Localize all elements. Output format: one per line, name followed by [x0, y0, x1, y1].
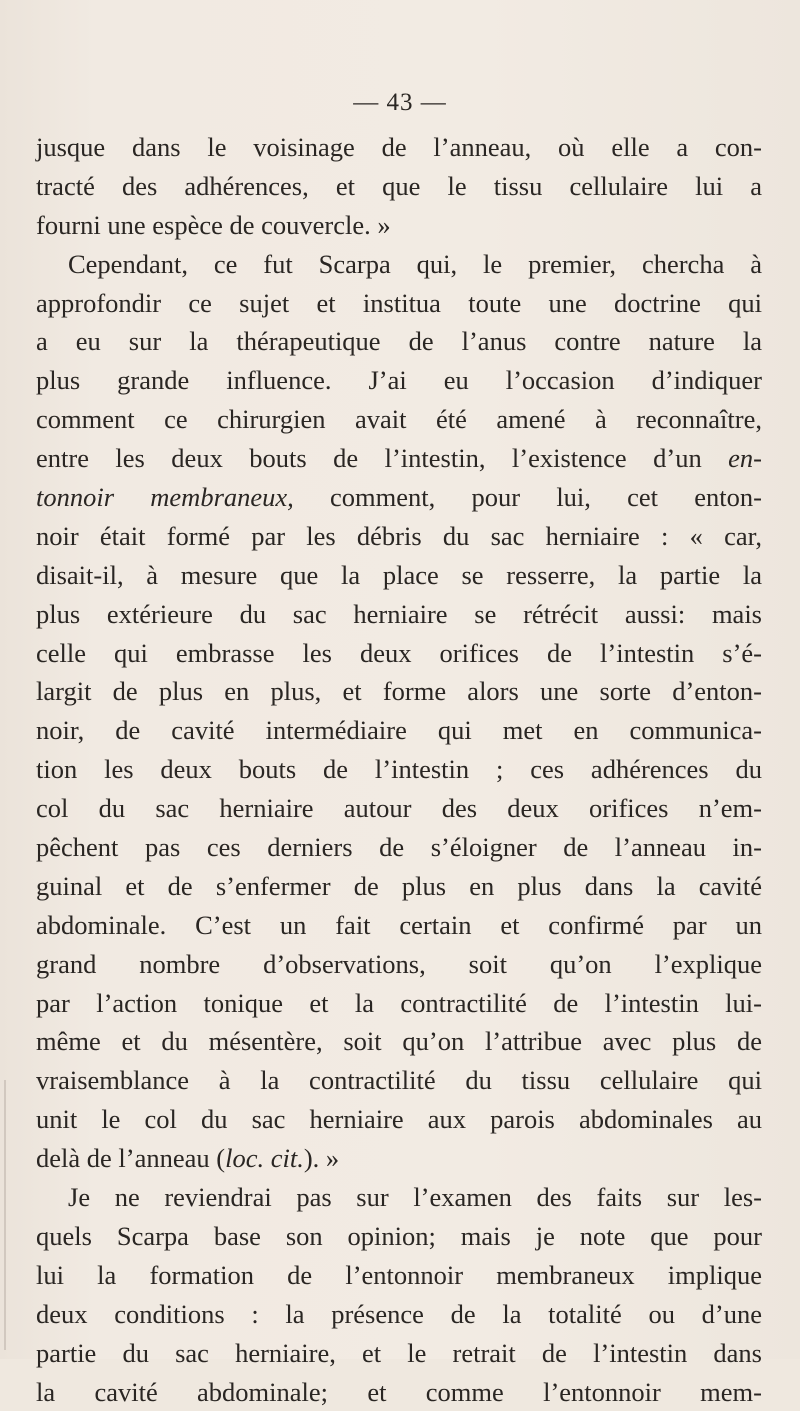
text-line: deux conditions : la présence de la totalité ou d’une: [36, 1295, 762, 1334]
text-line: lui la formation de l’entonnoir membraneux implique: [36, 1256, 762, 1295]
text-line: disait-il, à mesure que la place se resserre, la partie la: [36, 556, 762, 595]
text-line: noir, de cavité intermédiaire qui met en communica-: [36, 711, 762, 750]
text-segment: entre les deux bouts de l’intestin, l’existence d’un: [36, 443, 728, 473]
body-text: [36, 128, 762, 1411]
text-line: la cavité abdominale; et comme l’entonnoir mem-: [36, 1373, 762, 1411]
text-line: celle qui embrasse les deux orifices de l’intestin s’é-: [36, 634, 762, 673]
text-line: [36, 439, 762, 478]
text-line: plus extérieure du sac herniaire se rétrécit aussi: mais: [36, 595, 762, 634]
margin-shadow: [4, 1080, 6, 1350]
paragraph-start-line: Cependant, ce fut Scarpa qui, le premier, chercha à: [36, 245, 762, 284]
text-line: tracté des adhérences, et que le tissu cellulaire lui a: [36, 167, 762, 206]
text-line: col du sac herniaire autour des deux orifices n’em-: [36, 789, 762, 828]
text-line: tion les deux bouts de l’intestin ; ces adhérences du: [36, 750, 762, 789]
text-line: abdominale. C’est un fait certain et confirmé par un: [36, 906, 762, 945]
paragraph-start-line: Je ne reviendrai pas sur l’examen des faits sur les-: [36, 1178, 762, 1217]
italic-segment: loc. cit.: [225, 1143, 304, 1173]
text-segment: comment, pour lui, cet enton-: [294, 482, 762, 512]
text-segment: delà de l’anneau (: [36, 1143, 225, 1173]
text-line: unit le col du sac herniaire aux parois abdominales au: [36, 1100, 762, 1139]
italic-segment: tonnoir membraneux,: [36, 482, 294, 512]
text-line: pêchent pas ces derniers de s’éloigner de l’anneau in-: [36, 828, 762, 867]
text-line: [36, 478, 762, 517]
text-line: partie du sac herniaire, et le retrait de l’intestin dans: [36, 1334, 762, 1373]
text-segment: ). »: [304, 1143, 339, 1173]
text-line: jusque dans le voisinage de l’anneau, où elle a con-: [36, 128, 762, 167]
text-line: plus grande influence. J’ai eu l’occasion d’indiquer: [36, 361, 762, 400]
text-line: vraisemblance à la contractilité du tissu cellulaire qui: [36, 1061, 762, 1100]
text-line: quels Scarpa base son opinion; mais je note que pour: [36, 1217, 762, 1256]
text-line: comment ce chirurgien avait été amené à reconnaître,: [36, 400, 762, 439]
text-line: fourni une espèce de couvercle. »: [36, 206, 762, 245]
text-line: même et du mésentère, soit qu’on l’attribue avec plus de: [36, 1022, 762, 1061]
text-line: largit de plus en plus, et forme alors une sorte d’enton-: [36, 672, 762, 711]
text-line: par l’action tonique et la contractilité de l’intestin lui-: [36, 984, 762, 1023]
text-line: approfondir ce sujet et institua toute une doctrine qui: [36, 284, 762, 323]
text-line: a eu sur la thérapeutique de l’anus contre nature la: [36, 322, 762, 361]
text-line: guinal et de s’enfermer de plus en plus dans la cavité: [36, 867, 762, 906]
italic-segment: en-: [728, 443, 762, 473]
text-line: [36, 1139, 762, 1178]
text-line: grand nombre d’observations, soit qu’on l’explique: [36, 945, 762, 984]
page-number: — 43 —: [0, 88, 800, 118]
text-line: noir était formé par les débris du sac herniaire : « car,: [36, 517, 762, 556]
